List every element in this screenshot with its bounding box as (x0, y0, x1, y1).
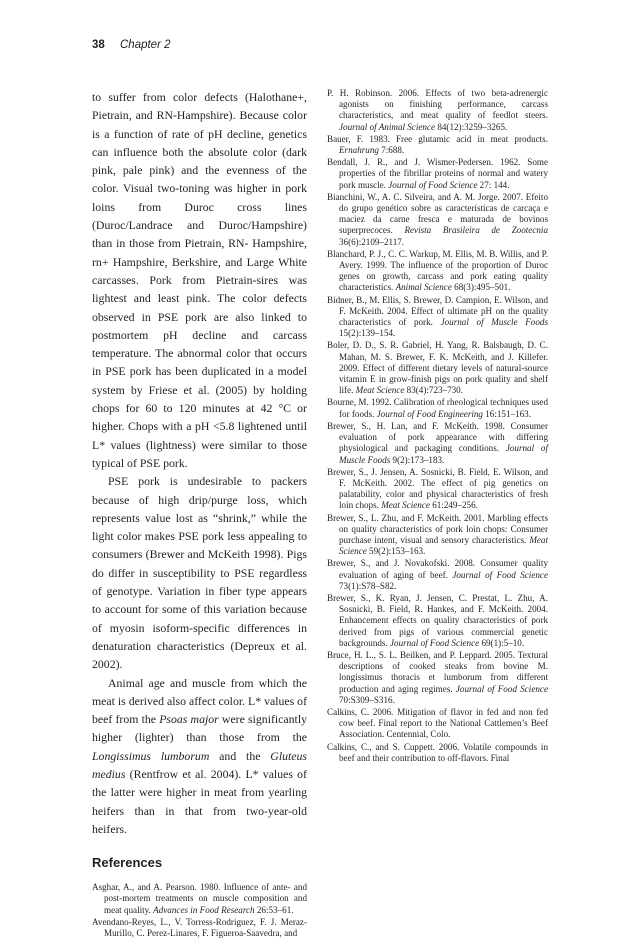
italic-text: Meat Science (355, 385, 405, 396)
reference-entry: Bianchini, W., A. C. Silveira, and A. M. Jorge. 2007. Efeito do grupo genético sobre as características de carcaça e maciez da carne fresca e maturada de bovinos superprecoces. Revista Brasileira de Zootecnia 36(6):2109–2117. (327, 191, 548, 247)
italic-text: Ernahrung (339, 145, 379, 156)
italic-text: Journal of Food Science (388, 179, 478, 190)
italic-text: Longissimus lumborum (92, 748, 210, 763)
italic-text: Journal of Food Engineering (376, 408, 483, 419)
italic-text: Journal of Animal Science (339, 121, 436, 132)
reference-entry: P. H. Robinson. 2006. Effects of two beta-adrenergic agonists on finishing performance, carcass characteristics, and meat quality of feedlot steers. Journal of Animal Science 84(12):3259–3265. (327, 88, 548, 132)
reference-entry: Brewer, S., L. Zhu, and F. McKeith. 2001. Marbling effects on quality characteristics of pork loin chops: Consumer purchase intent, visual and sensory characteristics. Meat Science 59(2):153–163. (327, 512, 548, 557)
reference-entry: Blanchard, P. J., C. C. Warkup, M. Ellis, M. B. Willis, and P. Avery. 1999. The influence of the proportion of Duroc genes on growth, carcass and pork eating quality characteristics. Animal Science 68(3):495–501. (327, 248, 548, 293)
body-text (92, 88, 307, 838)
reference-entry: Calkins, C. 2006. Mitigation of flavor in fed and non fed cow beef. Final report to the National Cattlemen’s Beef Association. Centennial, Colo. (327, 706, 548, 740)
reference-entry: Asghar, A., and A. Pearson. 1980. Influence of ante- and post-mortem treatments on muscle composition and meat quality. Advances in Food Research 26:53–61. (92, 882, 307, 915)
reference-entry: Brewer, S., H. Lan, and F. McKeith. 1998. Consumer evaluation of pork appearance with differing physiological and packaging conditions. Journal of Muscle Foods 9(2):173–183. (327, 420, 548, 465)
running-header (92, 39, 171, 51)
reference-entry: Bruce, H. L., S. L. Beilken, and P. Leppard. 2005. Textural descriptions of cooked steaks from bovine M. longissimus thoracis et lumborum from different production and aging regimes. Journal of Food Science 70:S309–S316. (327, 649, 548, 705)
italic-text: Journal of Muscle Foods (339, 443, 548, 465)
reference-list-right (327, 88, 548, 764)
italic-text: Meat Science (381, 500, 430, 511)
italic-text: Gluteus medius (92, 748, 307, 781)
chapter-title: Chapter 2 (120, 39, 171, 51)
body-paragraph-1: to suffer from color defects (Halothane+, Pietrain, and RN-Hampshire). Because color is a function of rate of pH decline, genetics can influence both the absolute color (dark pink, pale pink) and the evenness of the color. Visual two-toning was higher in pork loins from Duroc cross lines (Duroc/Landrace and Duroc/Hampshire) than in those from Pietrain, RN- Hampshire, rn+ Hampshire, Berkshire, and Large White carcasses. Pork from Pietrain-sires was lightest and least pink. The color defects observed in PSE pork are also linked to postmortem pH decline and carcass temperature. The abnormal color that occurs in PSE pork has been duplicated in a model system by Friese et al. (2005) by holding chops for 60 to 120 minutes at 42 °C or higher. Chops with a pH <5.8 lightened until L* values (lightness) were similar to those typical of PSE pork. (92, 90, 307, 470)
left-column (92, 88, 307, 940)
right-column (327, 88, 548, 765)
reference-entry: Brewer, S., and J. Novakofski. 2008. Consumer quality evaluation of aging of beef. Journal of Food Science 73(1):S78–S82. (327, 558, 548, 591)
italic-text: Journal of Food Science (452, 569, 548, 580)
reference-entry: Calkins, C., and S. Cuppett. 2006. Volatile compounds in beef and their contribution to off-flavors. Final (327, 741, 548, 763)
reference-entry: Bidner, B., M. Ellis, S. Brewer, D. Campion, E. Wilson, and F. McKeith. 2004. Effect of ultimate pH on the quality characteristics of pork. Journal of Muscle Foods 15(2):139–154. (327, 294, 548, 339)
page-number: 38 (92, 39, 105, 51)
references-heading: References (92, 855, 163, 871)
reference-entry: Brewer, S., K. Ryan, J. Jensen, C. Prestat, L. Zhu, A. Sosnicki, B. Field, R. Hankes, and F. McKeith. 2004. Enhancement effects on quality characteristics of pork derived from pigs of various commercial genetic backgrounds. Journal of Food Science 69(1):5–10. (327, 592, 548, 648)
body-paragraph-3: Animal age and muscle from which the meat is derived also affect color. L* values of beef from the Psoas major were significantly higher (lighter) than those from the Longissimus lumborum and the Gluteus medius (Rentfrow et al. 2004). L* values of the latter were higher in meat from yearling heifers than in that from two-year-old heifers. (92, 675, 307, 836)
reference-entry: Bendall, J. R., and J. Wismer-Pedersen. 1962. Some properties of the fibrillar proteins of normal and watery pork muscle. Journal of Food Science 27: 144. (327, 157, 548, 190)
italic-text: Journal of Food Science (390, 637, 480, 648)
body-paragraph-2: PSE pork is undesirable to packers because of high drip/purge loss, which represents value lost as “shrink,” while the light color makes PSE pork less appealing to consumers (Brewer and McKeith 1998). Pigs do differ in susceptibility to PSE regardless of genotype. Variation in fiber type appears to account for some of this variation because of myosin isoform-specific differences in denaturation characteristics (Depreux et al. 2002). (92, 474, 307, 672)
reference-entry: Brewer, S., J. Jensen, A. Sosnicki, B. Field, E. Wilson, and F. McKeith. 2002. The effect of pig genetics on palatability, color and physical characteristics of fresh loin chops. Meat Science 61:249–256. (327, 466, 548, 511)
reference-entry: Bourne, M. 1992. Calibration of rheological techniques used for foods. Journal of Food Engineering 16:151–163. (327, 397, 548, 419)
italic-text: Psoas major (159, 712, 219, 727)
reference-list-left (92, 882, 307, 939)
reference-entry: Bauer, F. 1983. Free glutamic acid in meat products. Ernahrung 7:688. (327, 133, 548, 156)
italic-text: Journal of Food Science (455, 683, 548, 694)
italic-text: Meat Science (339, 534, 548, 557)
italic-text: Animal Science (395, 282, 452, 293)
italic-text: Revista Brasileira de Zootecnia (404, 225, 548, 236)
italic-text: Advances in Food Research (153, 904, 255, 915)
reference-entry: Boler, D. D., S. R. Gabriel, H. Yang, R. Balsbaugh, D. C. Mahan, M. S. Brewer, F. K. McKeith, and J. Killefer. 2009. Effect of different dietary levels of natural-source vitamin E in grow-finish pigs on pork quality and shelf life. Meat Science 83(4):723–730. (327, 340, 548, 396)
italic-text: Journal of Muscle Foods (440, 317, 548, 328)
reference-entry: Avendano-Reyes, L., V. Torress-Rodriguez, F. J. Meraz-Murillo, C. Perez-Linares, F. Figueroa-Saavedra, and (92, 916, 307, 938)
